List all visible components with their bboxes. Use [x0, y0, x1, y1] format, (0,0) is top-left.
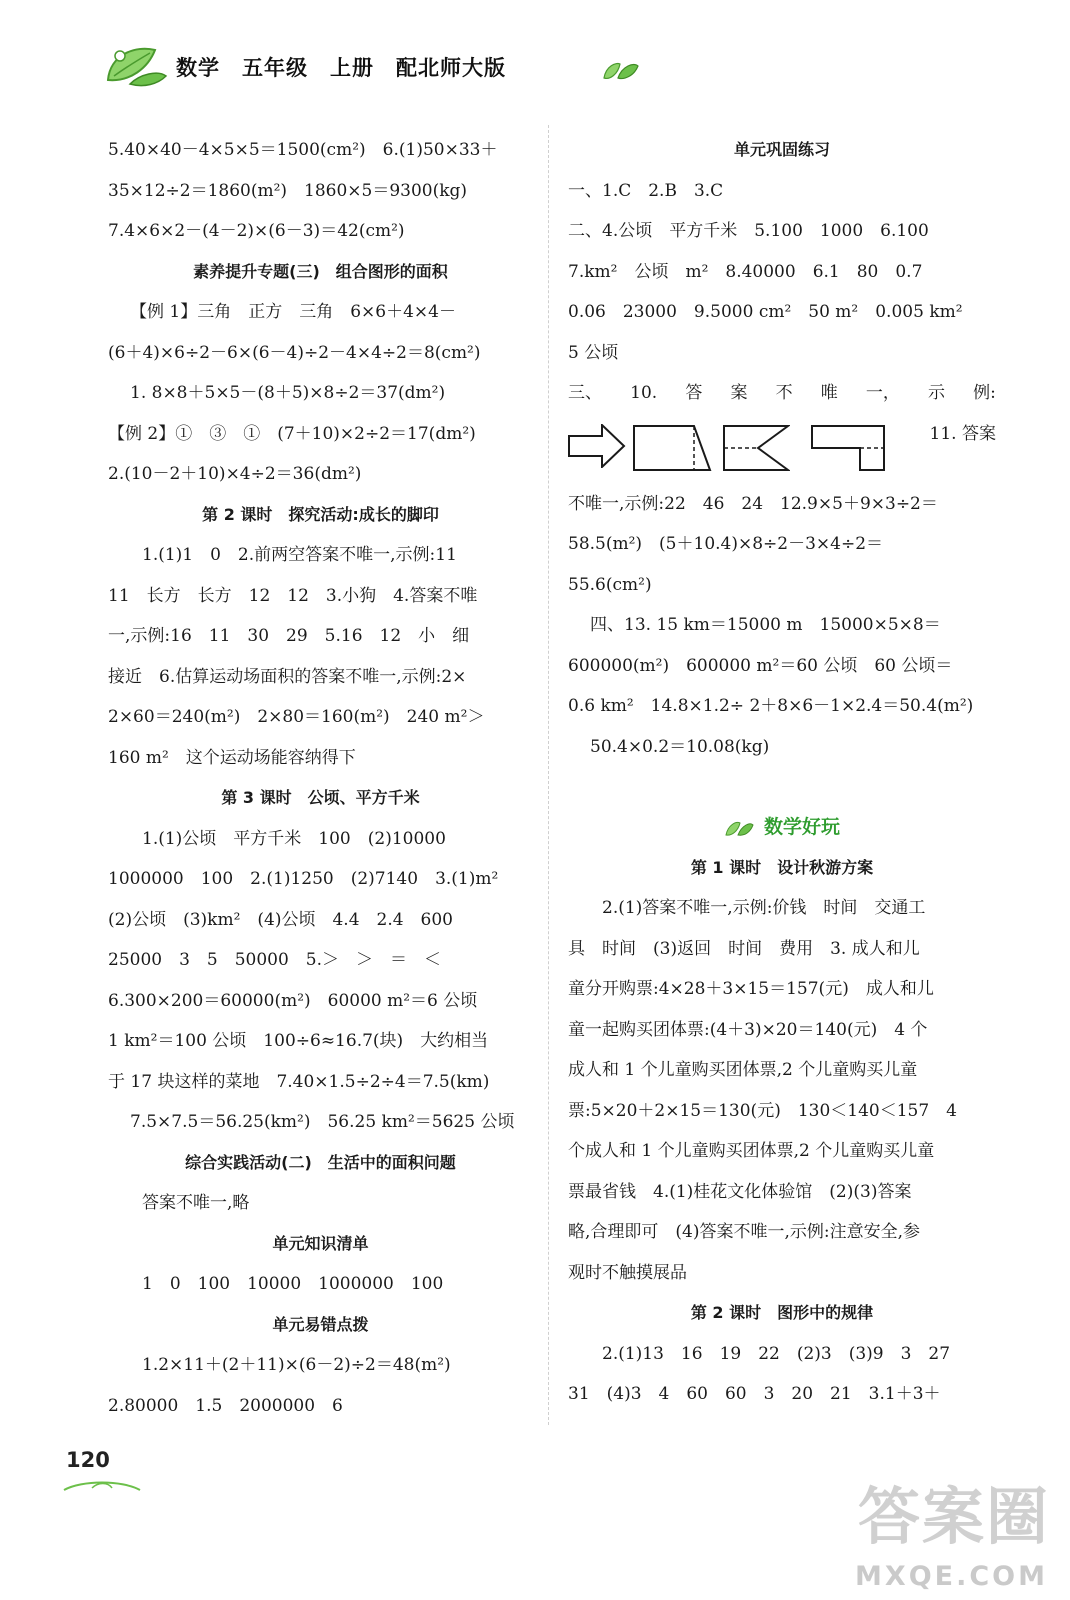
answer-line: 票:5×20＋2×15＝130(元) 130＜140＜157 4 [568, 1100, 957, 1121]
answer-line: 票最省钱 4.(1)桂花文化体验馆 (2)(3)答案 [568, 1181, 912, 1202]
answer-line: 童分开购票:4×28＋3×15＝157(元) 成人和儿 [568, 979, 934, 999]
subject: 数学 [176, 56, 220, 80]
answer-line: 童一起购买团体票:(4＋3)×20＝140(元) 4 个 [568, 1019, 928, 1040]
answer-line: 6.300×200＝60000(m²) 60000 m²＝6 公顷 [108, 990, 478, 1011]
page-header [100, 40, 700, 100]
section-heading: 第 2 课时 图形中的规律 [690, 1303, 874, 1322]
spacer [568, 767, 996, 807]
answer-line: 1.2×11＋(2＋11)×(6－2)÷2＝48(m²) [142, 1355, 451, 1375]
answer-line: 一、1.C 2.B 3.C [568, 180, 724, 201]
edition: 配北师大版 [396, 56, 506, 80]
answer-line: 略,合理即可 (4)答案不唯一,示例:注意安全,参 [568, 1222, 921, 1242]
question-10-cell: 示 [928, 383, 946, 403]
watermark [855, 1480, 1056, 1594]
answer-line: 160 m² 这个运动场能容纳得下 [108, 747, 356, 768]
book-title [176, 52, 528, 82]
answer-line: 个成人和 1 个儿童购买团体票,2 个儿童购买儿童 [568, 1141, 935, 1161]
answer-line: 二、4.公顷 平方千米 5.100 1000 6.100 [568, 221, 929, 241]
question-10-cell: 一， [865, 383, 900, 403]
answer-line: 5 公顷 [568, 342, 619, 363]
answer-line: 于 17 块这样的菜地 7.40×1.5÷2÷4＝7.5(km) [108, 1071, 490, 1092]
answer-line: 2.(10－2＋10)×4÷2＝36(dm²) [108, 464, 362, 484]
volume: 上册 [330, 56, 374, 80]
section-heading: 单元巩固练习 [733, 140, 830, 159]
answer-line: 具 时间 (3)返回 时间 费用 3. 成人和儿 [568, 938, 920, 959]
answer-line: 观时不触摸展品 [568, 1262, 687, 1283]
answer-line: 7.km² 公顷 m² 8.40000 6.1 80 0.7 [568, 261, 923, 282]
answer-line: 2.(1)答案不唯一,示例:价钱 时间 交通工 [602, 898, 926, 918]
arrow-figure-icon [568, 424, 626, 468]
leaf-icon [724, 819, 754, 837]
answer-line: 不唯一,示例:22 46 24 12.9×5＋9×3÷2＝ [568, 493, 938, 514]
watermark-brand: 答案圈 [857, 1480, 1050, 1553]
page-number: 120 [66, 1448, 110, 1472]
column-divider [548, 125, 549, 1425]
answer-line: 【例 1】三角 正方 三角 6×6＋4×4－ [130, 302, 456, 322]
question-10-cell: 不 [775, 383, 793, 403]
section-heading: 第 3 课时 公顷、平方千米 [221, 788, 420, 807]
small-leaves-icon [600, 58, 640, 82]
grade: 五年级 [242, 56, 308, 80]
answer-line: 0.6 km² 14.8×1.2÷ 2＋8×6－1×2.4＝50.4(m²) [568, 696, 974, 716]
answer-line: 25000 3 5 50000 5.＞ ＞ ＝ ＜ [108, 950, 442, 970]
page-number-leaf-icon [62, 1478, 142, 1494]
answer-line: (2)公顷 (3)km² (4)公顷 4.4 2.4 600 [108, 909, 453, 930]
answer-line: 7.4×6×2－(4－2)×(6－3)＝42(cm²) [108, 221, 405, 241]
answer-line: 一,示例:16 11 30 29 5.16 12 小 细 [108, 626, 470, 646]
question-10-cell: 10. [630, 383, 658, 403]
answer-line: 成人和 1 个儿童购买团体票,2 个儿童购买儿童 [568, 1060, 918, 1080]
question-10-line [568, 373, 996, 414]
section-heading: 第 1 课时 设计秋游方案 [690, 857, 874, 877]
answer-line: 1.(1)公顷 平方千米 100 (2)10000 [142, 828, 446, 849]
right-column [568, 130, 996, 1415]
question-11-label: 11. 答案 [929, 423, 996, 444]
answer-line: 2×60＝240(m²) 2×80＝160(m²) 240 m²＞ [108, 707, 485, 727]
question-10-cell: 唯 [820, 383, 838, 403]
answer-line: 11 长方 长方 12 12 3.小狗 4.答案不唯 [108, 585, 478, 606]
answer-line: 600000(m²) 600000 m²＝60 公顷 60 公顷＝ [568, 655, 953, 676]
answer-line: 35×12÷2＝1860(m²) 1860×5＝9300(kg) [108, 180, 468, 201]
question-10-cell: 案 [730, 383, 748, 403]
section-heading-text: 数学好玩 [763, 816, 840, 838]
left-column [108, 130, 533, 1426]
answer-line: (6＋4)×6÷2－6×(6－4)÷2－4×4÷2＝8(cm²) [108, 342, 481, 363]
section-heading: 素养提升专题(三) 组合图形的面积 [193, 261, 448, 281]
answer-line: 55.6(cm²) [568, 574, 652, 595]
figure-row [568, 414, 996, 484]
answer-line: 2.80000 1.5 2000000 6 [108, 1395, 343, 1416]
answer-line: 答案不唯一,略 [142, 1193, 250, 1213]
right-bottom-block [568, 484, 996, 1415]
answer-line: 0.06 23000 9.5000 cm² 50 m² 0.005 km² [568, 302, 963, 322]
question-10-cell: 三、 [568, 383, 602, 403]
answer-line: 接近 6.估算运动场面积的答案不唯一,示例:2× [108, 666, 467, 687]
answer-line: 7.5×7.5＝56.25(km²) 56.25 km²＝5625 公顷 [130, 1112, 515, 1132]
right-top-block [568, 130, 996, 373]
answer-line: 【例 2】① ③ ① (7＋10)×2÷2＝17(dm²) [108, 423, 476, 444]
answer-line: 1 0 100 10000 1000000 100 [142, 1274, 444, 1294]
leaf-logo-icon [100, 40, 170, 90]
section-heading: 单元易错点拨 [272, 1314, 369, 1334]
watermark-url: MXQE.COM [855, 1561, 1048, 1592]
answer-line: 31 (4)3 4 60 60 3 20 21 3.1＋3＋ [568, 1384, 941, 1404]
answer-line: 1 km²＝100 公顷 100÷6≈16.7(块) 大约相当 [108, 1031, 489, 1051]
section-heading: 综合实践活动(二) 生活中的面积问题 [185, 1152, 456, 1172]
answer-line: 1. 8×8＋5×5－(8＋5)×8÷2＝37(dm²) [130, 383, 446, 403]
answer-line: 1.(1)1 0 2.前两空答案不唯一,示例:11 [142, 545, 457, 565]
question-10-cell: 答 [685, 383, 703, 403]
section-heading: 第 2 课时 探究活动:成长的脚印 [202, 504, 439, 524]
answer-line: 2.(1)13 16 19 22 (2)3 (3)9 3 27 [602, 1343, 951, 1364]
answer-line: 58.5(m²) (5＋10.4)×8÷2－3×4÷2＝ [568, 534, 884, 554]
answer-line: 50.4×0.2＝10.08(kg) [590, 736, 770, 757]
notched-rectangle-figure-icon [722, 424, 790, 472]
section-heading-green [568, 807, 996, 848]
section-heading: 单元知识清单 [272, 1233, 369, 1253]
answer-line: 5.40×40－4×5×5＝1500(cm²) 6.(1)50×33＋ [108, 140, 498, 160]
answer-line: 1000000 100 2.(1)1250 (2)7140 3.(1)m² [108, 869, 499, 889]
stepped-shape-figure-icon [810, 424, 890, 472]
answer-line: 四、13. 15 km＝15000 m 15000×5×8＝ [590, 615, 941, 635]
parallelogram-figure-icon [632, 424, 712, 472]
question-10-cell: 例: [973, 383, 996, 403]
